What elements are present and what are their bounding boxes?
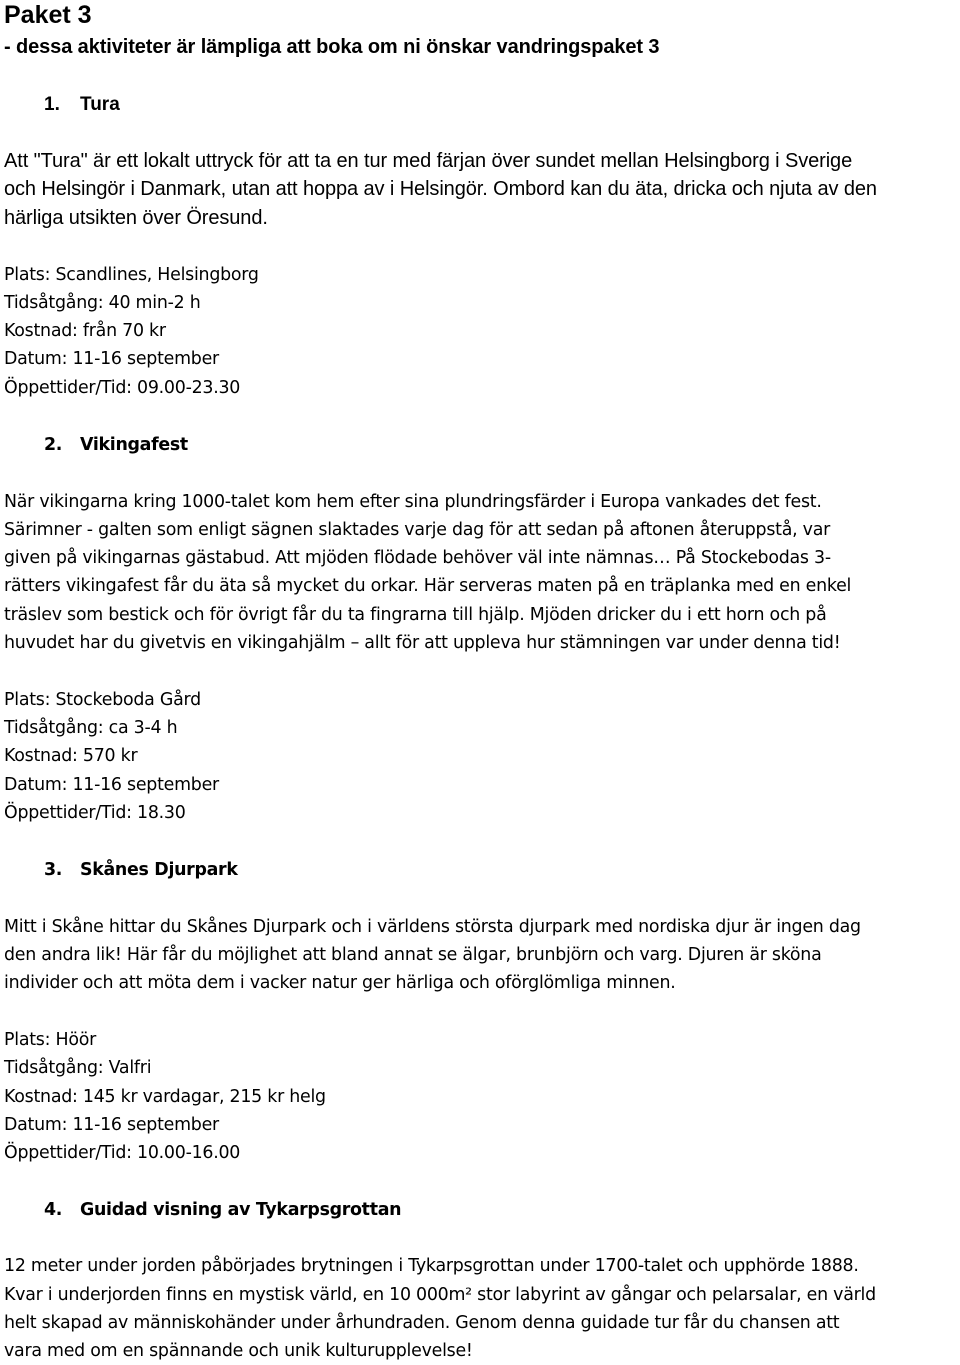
- detail-date: Datum: 11-16 september: [4, 1115, 219, 1135]
- paragraph-line: huvudet har du givetvis en vikingahjälm – allt för att uppleva hur stämningen var under denna tid!: [4, 633, 841, 653]
- paragraph-line: given på vikingarnas gästabud. Att mjöden flödade behöver väl inte nämnas… På Stockebodas 3-: [4, 548, 831, 568]
- section-title: Skånes Djurpark: [80, 860, 238, 880]
- paragraph-line: vara med om en spännande och unik kulturupplevelse!: [4, 1341, 473, 1361]
- paragraph-line: och Helsingör i Danmark, utan att hoppa av i Helsingör. Ombord kan du äta, dricka och njuta av den: [4, 178, 877, 200]
- paragraph-line: Mitt i Skåne hittar du Skånes Djurpark och i världens största djurpark med nordiska djur är ingen dag: [4, 917, 861, 937]
- section-heading: [44, 856, 238, 884]
- page-title: Paket 3: [4, 1, 92, 29]
- paragraph-line: träslev som bestick och för övrigt får du ta fingrarna till hjälp. Mjöden dricker du i ett horn och på: [4, 605, 827, 625]
- section-title: Guidad visning av Tykarpsgrottan: [80, 1200, 402, 1220]
- detail-cost: Kostnad: 145 kr vardagar, 215 kr helg: [4, 1087, 326, 1107]
- detail-location: Plats: Scandlines, Helsingborg: [4, 265, 259, 285]
- paragraph-line: helt skapad av människohänder under århundraden. Genom denna guidade tur får du chansen att: [4, 1313, 840, 1333]
- detail-hours: Öppettider/Tid: 10.00-16.00: [4, 1143, 241, 1163]
- paragraph-line: När vikingarna kring 1000-talet kom hem efter sina plundringsfärder i Europa vankades det fest.: [4, 492, 822, 512]
- section-number: 4.: [44, 1200, 63, 1220]
- paragraph-line: Särimner - galten som enligt sägnen slaktades varje dag för att sedan på aftonen återuppstå, var: [4, 520, 831, 540]
- detail-hours: Öppettider/Tid: 09.00-23.30: [4, 378, 241, 398]
- detail-location: Plats: Stockeboda Gård: [4, 690, 201, 710]
- section-number: 1.: [44, 94, 60, 115]
- section-heading: [44, 1196, 401, 1224]
- section-title: Tura: [80, 94, 120, 115]
- detail-duration: Tidsåtgång: Valfri: [4, 1058, 152, 1078]
- paragraph-line: rätters vikingafest får du äta så mycket du orkar. Här serveras maten på en träplanka med en enkel: [4, 576, 852, 596]
- detail-hours: Öppettider/Tid: 18.30: [4, 803, 186, 823]
- paragraph-line: Att "Tura" är ett lokalt uttryck för att ta en tur med färjan över sundet mellan Helsingborg i Sverige: [4, 150, 853, 172]
- detail-cost: Kostnad: 570 kr: [4, 746, 138, 766]
- detail-cost: Kostnad: från 70 kr: [4, 321, 166, 341]
- paragraph-line: Kvar i underjorden finns en mystisk värld, en 10 000m² stor labyrint av gångar och pelarsalar, en värld: [4, 1285, 876, 1305]
- section-title: Vikingafest: [80, 435, 188, 455]
- detail-duration: Tidsåtgång: ca 3-4 h: [4, 718, 178, 738]
- detail-duration: Tidsåtgång: 40 min-2 h: [4, 293, 201, 313]
- section-number: 3.: [44, 860, 63, 880]
- paragraph-line: härliga utsikten över Öresund.: [4, 207, 268, 229]
- detail-location: Plats: Höör: [4, 1030, 96, 1050]
- section-heading: [44, 431, 188, 459]
- page-subtitle: - dessa aktiviteter är lämpliga att boka om ni önskar vandringspaket 3: [4, 36, 660, 58]
- paragraph-line: 12 meter under jorden påbörjades brytningen i Tykarpsgrottan under 1700-talet och upphörde 1888.: [4, 1256, 859, 1276]
- paragraph-line: den andra lik! Här får du möjlighet att bland annat se älgar, brunbjörn och varg. Djuren är sköna: [4, 945, 822, 965]
- paragraph-line: individer och att möta dem i vacker natur ger härliga och oförglömliga minnen.: [4, 973, 676, 993]
- detail-date: Datum: 11-16 september: [4, 775, 219, 795]
- section-heading: [44, 91, 120, 119]
- section-number: 2.: [44, 435, 63, 455]
- detail-date: Datum: 11-16 september: [4, 349, 219, 369]
